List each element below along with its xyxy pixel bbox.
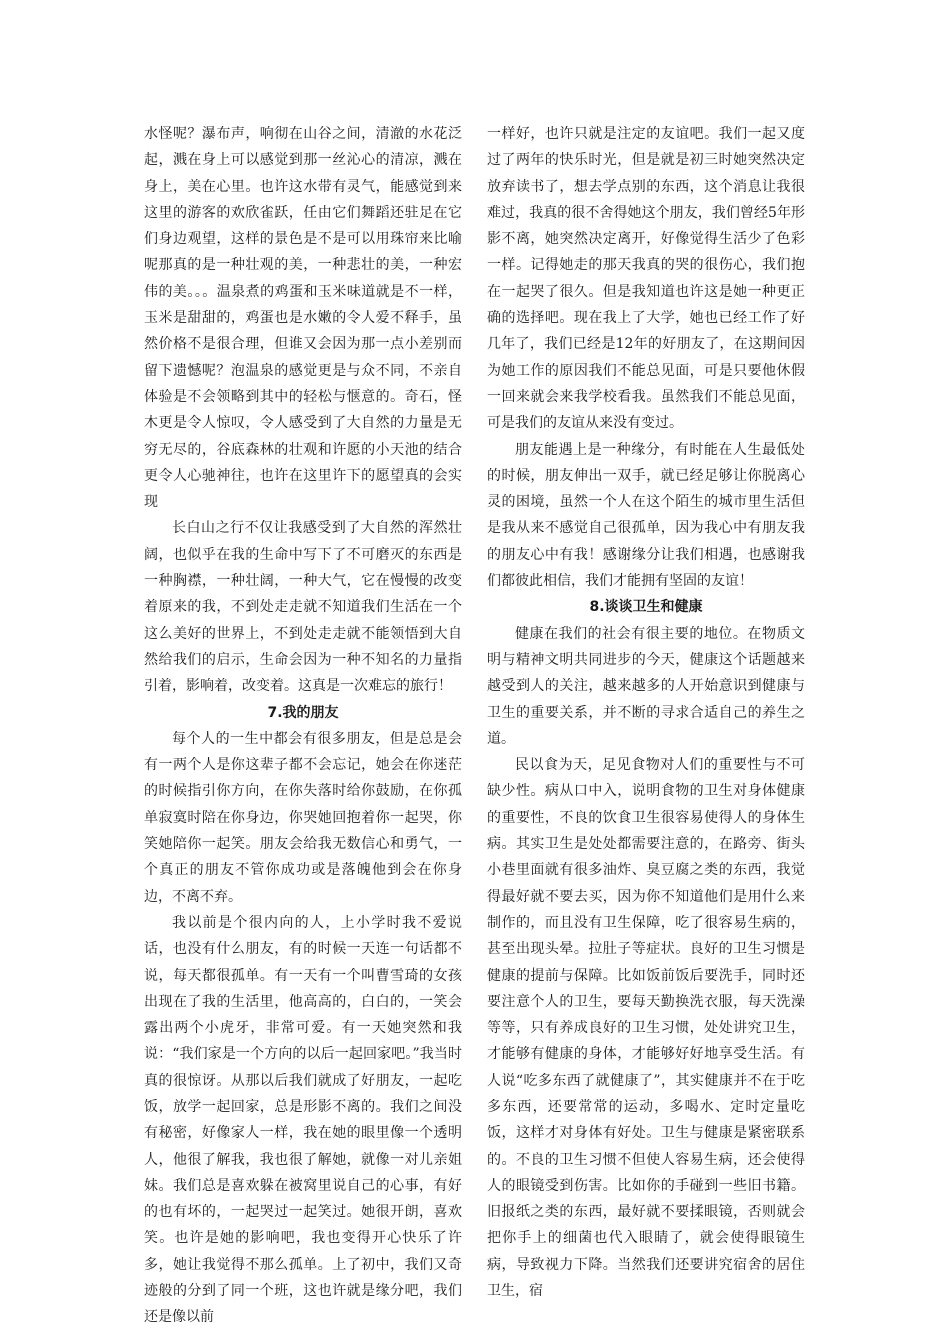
section-heading-my-friend: 7.我的朋友: [267, 704, 339, 721]
section-heading-hygiene-health: 8.谈谈卫生和健康: [589, 599, 703, 616]
paragraph-food-hygiene: 民以食为天，足见食物对人们的重要性与不可缺少性。病从口中入，说明食物的卫生对身体健康的重要性，不良的饮食卫生很容易使得人的身体生病。其实卫生是处处都需要注意的，在路旁、街头小巷里面就有很多油炸、臭豆腐之类的东西，我觉得最好就不要去买，因为你不知道他们是用什么来制作的，而且没有卫生保障，吃了很容易生病的，甚至出现头晕。拉肚子等症状。良好的卫生习惯是健康的提前与保障。比如饭前饭后要洗手，同时还要注意个人的卫生，要每天勤换洗衣服，每天洗澡等等，只有养成良好的卫生习惯，处处讲究卫生，才能够有健康的身体，才能够好好地享受生活。有人说“吃多东西了就健康了”，其实健康并不在于吃多东西，还要常常的运动，多喝水、定时定量吃饭，这样才对身体有好处。卫生与健康是紧密联系的。不良的卫生习惯不但使人容易生病，还会使得人的眼镜受到伤害。比如你的手碰到一些旧书籍。旧报纸之类的东西，最好就不要揉眼镜，否则就会把你手上的细菌也代入眼睛了，就会使得眼镜生病，导致视力下降。当然我们还要讲究宿舍的居住卫生，宿: [487, 757, 805, 1300]
paragraph-friend-conclusion: 朋友能遇上是一种缘分，有时能在人生最低处的时候，朋友伸出一双手，就已经足够让你脱离心灵的困境，虽然一个人在这个陌生的城市里生活但是我从来不感觉自己很孤单，因为我心中有朋友我的朋友心中有我！感谢缘分让我们相遇，也感谢我们都彼此相信，我们才能拥有坚固的友谊！: [487, 441, 805, 590]
paragraph-friend-story: 我以前是个很内向的人，上小学时我不爱说话，也没有什么朋友，有的时候一天连一句话都不说，每天都很孤单。有一天有一个叫曹雪琦的女孩出现在了我的生活里，他高高的，白白的，一笑会露出两个小虎牙，非常可爱。有一天她突然和我说：“我们家是一个方向的以后一起回家吧。”我当时真的很惊讶。从那以后我们就成了好朋友，一起吃饭，放学一起回家，总是形影不离的。我们之间没有秘密，好像家人一样，我在她的眼里像一个透明人，他很了解我，我也很了解她，就像一对儿亲姐妹。我们总是喜欢躲在被窝里说自己的心事，有好的也有坏的，一起哭过一起笑过。她很开朗，喜欢笑。也许是她的影响吧，我也变得开心快乐了许多，她让我觉得不那么孤单。上了初中，我们又奇迹般的分到了同一个班，这也许就是缘分吧，我们还是像以前: [144, 914, 462, 1326]
paragraph-friend-intro: 每个人的一生中都会有很多朋友，但是总是会有一两个人是你这辈子都不会忘记，她会在你迷茫的时候指引你方向，在你失落时给你鼓励，在你孤单寂寞时陪在你身边，你哭她回抱着你一起哭，你笑她陪你一起笑。朋友会给我无数信心和勇气，一个真正的朋友不管你成功或是落魄他到会在你身边，不离不弃。: [144, 730, 462, 905]
left-column: [144, 121, 462, 1331]
paragraph-changbai-scenery: 水怪呢？瀑布声，响彻在山谷之间，清澈的水花泛起，溅在身上可以感觉到那一丝沁心的清凉，溅在身上，美在心里。也许这水带有灵气，能感觉到来这里的游客的欢欣雀跃，任由它们舞蹈还驻足在它们身边观望，这样的景色是不是可以用珠帘来比喻呢那真的是一种壮观的美，一种悲壮的美，一种宏伟的美。。。温泉煮的鸡蛋和玉米味道就是不一样，玉米是甜甜的，鸡蛋也是水嫩的令人爱不释手，虽然价格不是很合理，但谁又会因为那一点小差别而留下遗憾呢？泡温泉的感觉更是与众不同，不亲自体验是不会领略到其中的轻松与惬意的。奇石，怪木更是令人惊叹，令人感受到了大自然的力量是无穷无尽的，谷底森林的壮观和许愿的小天池的结合更令人心驰神往，也许在这里许下的愿望真的会实现: [144, 126, 462, 511]
paragraph-changbai-conclusion: 长白山之行不仅让我感受到了大自然的浑然壮阔，也似乎在我的生命中写下了不可磨灭的东西是一种胸襟，一种壮阔，一种大气，它在慢慢的改变着原来的我，不到处走走就不知道我们生活在一个这么美好的世界上，不到处走走就不能领悟到大自然给我们的启示，生命会因为一种不知名的力量指引着，影响着，改变着。这真是一次难忘的旅行！: [144, 520, 462, 695]
paragraph-health-intro: 健康在我们的社会有很主要的地位。在物质文明与精神文明共同进步的今天，健康这个话题越来越受到人的关注，越来越多的人开始意识到健康与卫生的重要关系，并不断的寻求合适自己的养生之道。: [487, 625, 805, 747]
paragraph-friend-story-continued: 一样好，也许只就是注定的友谊吧。我们一起又度过了两年的快乐时光，但是就是初三时她突然决定放弃读书了，想去学点别的东西，这个消息让我很难过，我真的很不舍得她这个朋友，我们曾经5年形影不离，她突然决定离开，好像觉得生活少了色彩一样。记得她走的那天我真的哭的很伤心，我们抱在一起哭了很久。但是我知道也许这是她一种更正确的选择吧。现在我上了大学，她也已经工作了好几年了，我们已经是12年的好朋友了，在这期间因为她工作的原因我们不能总见面，可是只要他休假一回来就会来我学校看我。虽然我们不能总见面，可是我们的友谊从来没有变过。: [487, 126, 805, 432]
right-column: [487, 121, 805, 1304]
